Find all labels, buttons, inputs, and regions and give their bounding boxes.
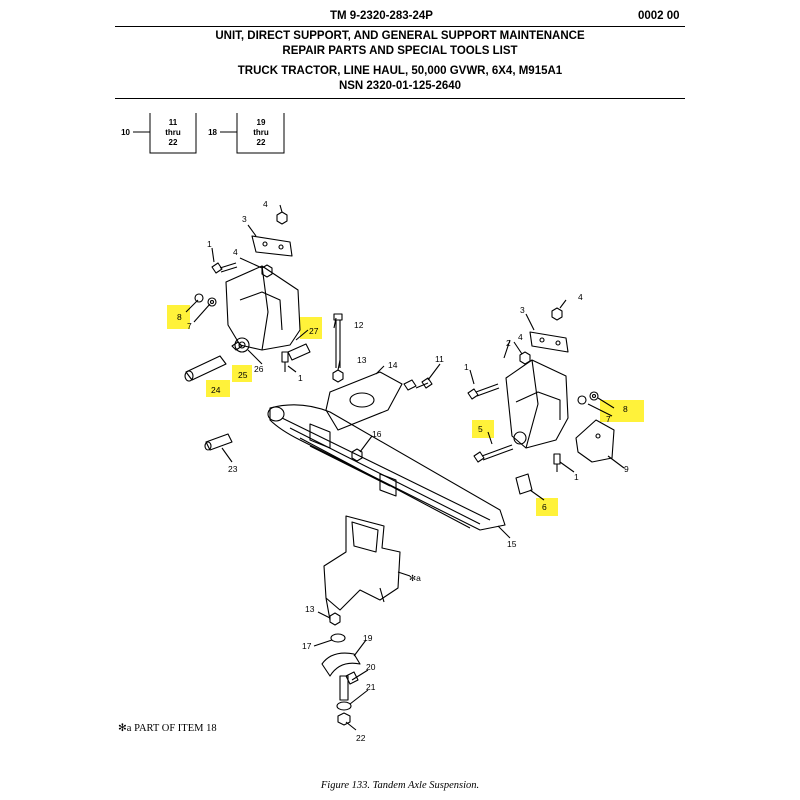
- item-label-11: 11: [435, 354, 444, 364]
- item-label-23: 23: [228, 464, 238, 474]
- figure-caption: Figure 133. Tandem Axle Suspension.: [320, 780, 480, 791]
- callout-ref-18: 18: [208, 128, 217, 137]
- title-line-3: TRUCK TRACTOR, LINE HAUL, 50,000 GVWR, 6X4, M915A1: [237, 65, 563, 77]
- item-label-7: 7: [606, 414, 611, 424]
- title-line-4: NSN 2320-01-125-2640: [338, 80, 462, 92]
- title-line-2: REPAIR PARTS AND SPECIAL TOOLS LIST: [282, 45, 518, 57]
- highlight-6: [536, 498, 558, 516]
- item-label-26: 26: [254, 364, 264, 374]
- item-label-6: 6: [542, 502, 547, 512]
- item-label-21: 21: [366, 682, 376, 692]
- item-label-4: 4: [263, 199, 268, 209]
- item-label-1: 1: [464, 362, 469, 372]
- part-of-item-note: ✻a PART OF ITEM 18: [118, 723, 217, 734]
- item-label-20: 20: [366, 662, 376, 672]
- highlight-5: [472, 420, 494, 438]
- item-label-17: 17: [302, 641, 312, 651]
- callout-box-18: [220, 113, 284, 153]
- item-label-1: 1: [574, 472, 579, 482]
- item-label-7: 7: [187, 321, 192, 331]
- callout-18-line1: 19: [256, 118, 266, 127]
- label-highlights: [167, 305, 644, 516]
- callout-10-line1: 11: [168, 118, 178, 127]
- item-label-19: 19: [363, 633, 373, 643]
- item-label-14: 14: [388, 360, 398, 370]
- item-label-12: 12: [354, 320, 364, 330]
- item-label-22: 22: [356, 733, 366, 743]
- item-label-24: 24: [211, 385, 221, 395]
- callout-10-line2: thru: [165, 128, 181, 137]
- parts-line-art: [185, 205, 624, 730]
- work-package-number: 0002 00: [638, 10, 680, 22]
- callout-10-line3: 22: [168, 138, 178, 147]
- item-label-4: 4: [518, 332, 523, 342]
- item-label-25: 25: [238, 370, 248, 380]
- callout-ref-10: 10: [121, 128, 130, 137]
- item-labels: [177, 199, 629, 743]
- item-label-13: 13: [357, 355, 367, 365]
- callout-18-line2: thru: [253, 128, 269, 137]
- item-label-3: 3: [242, 214, 247, 224]
- item-label-15: 15: [507, 539, 517, 549]
- item-label-1: 1: [298, 373, 303, 383]
- item-label-1: 1: [207, 239, 212, 249]
- callout-18-line3: 22: [256, 138, 266, 147]
- part-of-item-marker: ✻a: [409, 573, 421, 583]
- item-label-27: 27: [309, 326, 319, 336]
- item-label-13: 13: [305, 604, 315, 614]
- title-line-1: UNIT, DIRECT SUPPORT, AND GENERAL SUPPORT MAINTENANCE: [215, 30, 585, 42]
- item-label-8: 8: [623, 404, 628, 414]
- item-label-8: 8: [177, 312, 182, 322]
- tm-number: TM 9-2320-283-24P: [330, 10, 433, 22]
- item-label-4: 4: [233, 247, 238, 257]
- item-label-3: 3: [520, 305, 525, 315]
- item-label-16: 16: [372, 429, 382, 439]
- item-label-9: 9: [624, 464, 629, 474]
- item-label-2: 2: [506, 338, 511, 348]
- item-label-4: 4: [578, 292, 583, 302]
- item-label-5: 5: [478, 424, 483, 434]
